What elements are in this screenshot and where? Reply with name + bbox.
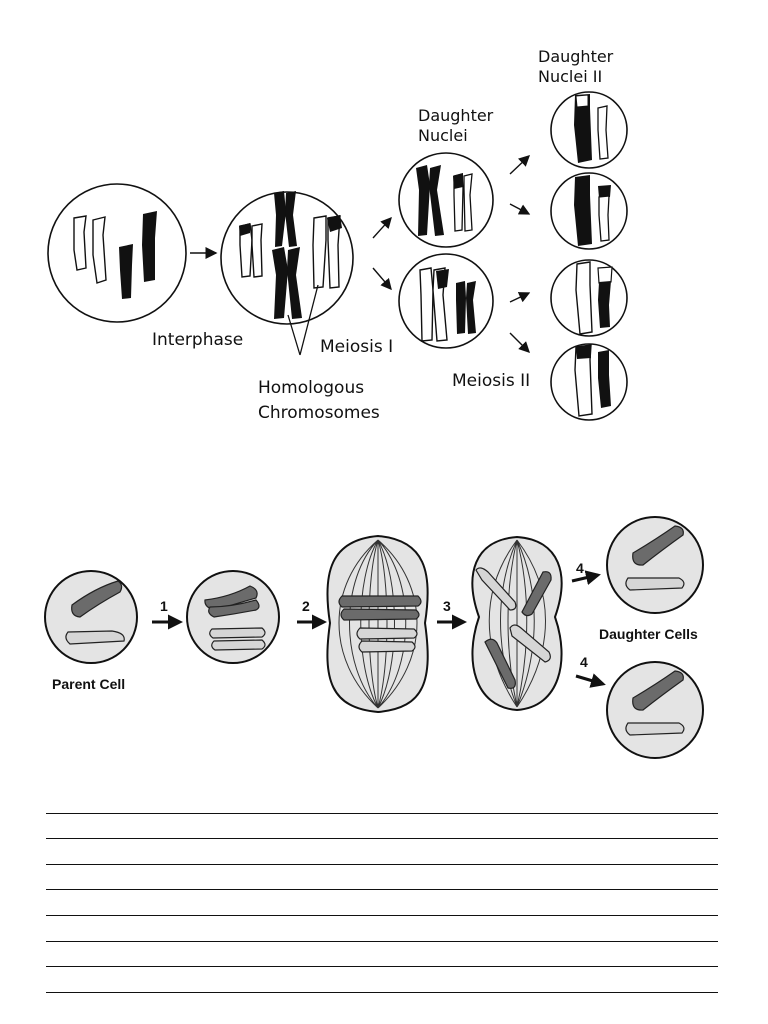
meiosis-1-label: Meiosis I [320, 337, 394, 357]
arrow-to-daughter-nuclei-top [373, 218, 391, 238]
answer-line[interactable] [46, 967, 718, 993]
arrow-to-nuclei-ii-2 [510, 204, 529, 214]
homologous-label-line2: Chromosomes [258, 403, 380, 423]
daughter-cell-bottom [607, 662, 703, 758]
answer-line[interactable] [46, 865, 718, 891]
homologous-label-line1: Homologous [258, 378, 365, 398]
answer-line[interactable] [46, 890, 718, 916]
daughter-nucleus-ii-4 [551, 344, 627, 420]
daughter-nucleus-ii-3 [551, 260, 627, 336]
arrow-to-nuclei-ii-1 [510, 156, 529, 174]
answer-line[interactable] [46, 916, 718, 942]
anaphase-cell [472, 537, 561, 710]
meiosis-1-cell [221, 191, 353, 324]
step-1-number: 1 [160, 598, 168, 614]
daughter-cell-top [607, 517, 703, 613]
arrow-to-nuclei-ii-4 [510, 333, 529, 352]
prophase-cell [187, 571, 279, 663]
step-2-number: 2 [302, 598, 310, 614]
daughter-nucleus-top [399, 153, 493, 247]
interphase-label: Interphase [152, 330, 244, 350]
answer-line[interactable] [46, 942, 718, 968]
answer-line[interactable] [46, 814, 718, 840]
daughter-nuclei-ii-label-line2: Nuclei II [538, 67, 603, 86]
arrow-step-4-bottom [576, 676, 603, 684]
step-4-bottom-number: 4 [580, 654, 588, 670]
step-4-top-number: 4 [576, 560, 584, 576]
metaphase-cell [327, 536, 427, 712]
parent-cell-label: Parent Cell [52, 676, 126, 692]
daughter-cells-label: Daughter Cells [599, 626, 698, 642]
answer-lines [46, 788, 718, 993]
daughter-nucleus-ii-2 [551, 173, 627, 249]
answer-line[interactable] [46, 839, 718, 865]
arrow-to-nuclei-ii-3 [510, 293, 529, 302]
arrow-to-daughter-nuclei-bottom [373, 268, 391, 289]
daughter-nuclei-label-line1: Daughter [418, 106, 494, 125]
daughter-nucleus-ii-1 [551, 92, 627, 168]
daughter-nuclei-ii-label-line1: Daughter [538, 47, 614, 66]
daughter-nucleus-bottom [399, 254, 493, 348]
parent-cell [45, 571, 137, 663]
step-3-number: 3 [443, 598, 451, 614]
interphase-cell [48, 184, 186, 322]
answer-line[interactable] [46, 788, 718, 814]
meiosis-2-label: Meiosis II [452, 371, 531, 391]
daughter-nuclei-label-line2: Nuclei [418, 126, 468, 145]
